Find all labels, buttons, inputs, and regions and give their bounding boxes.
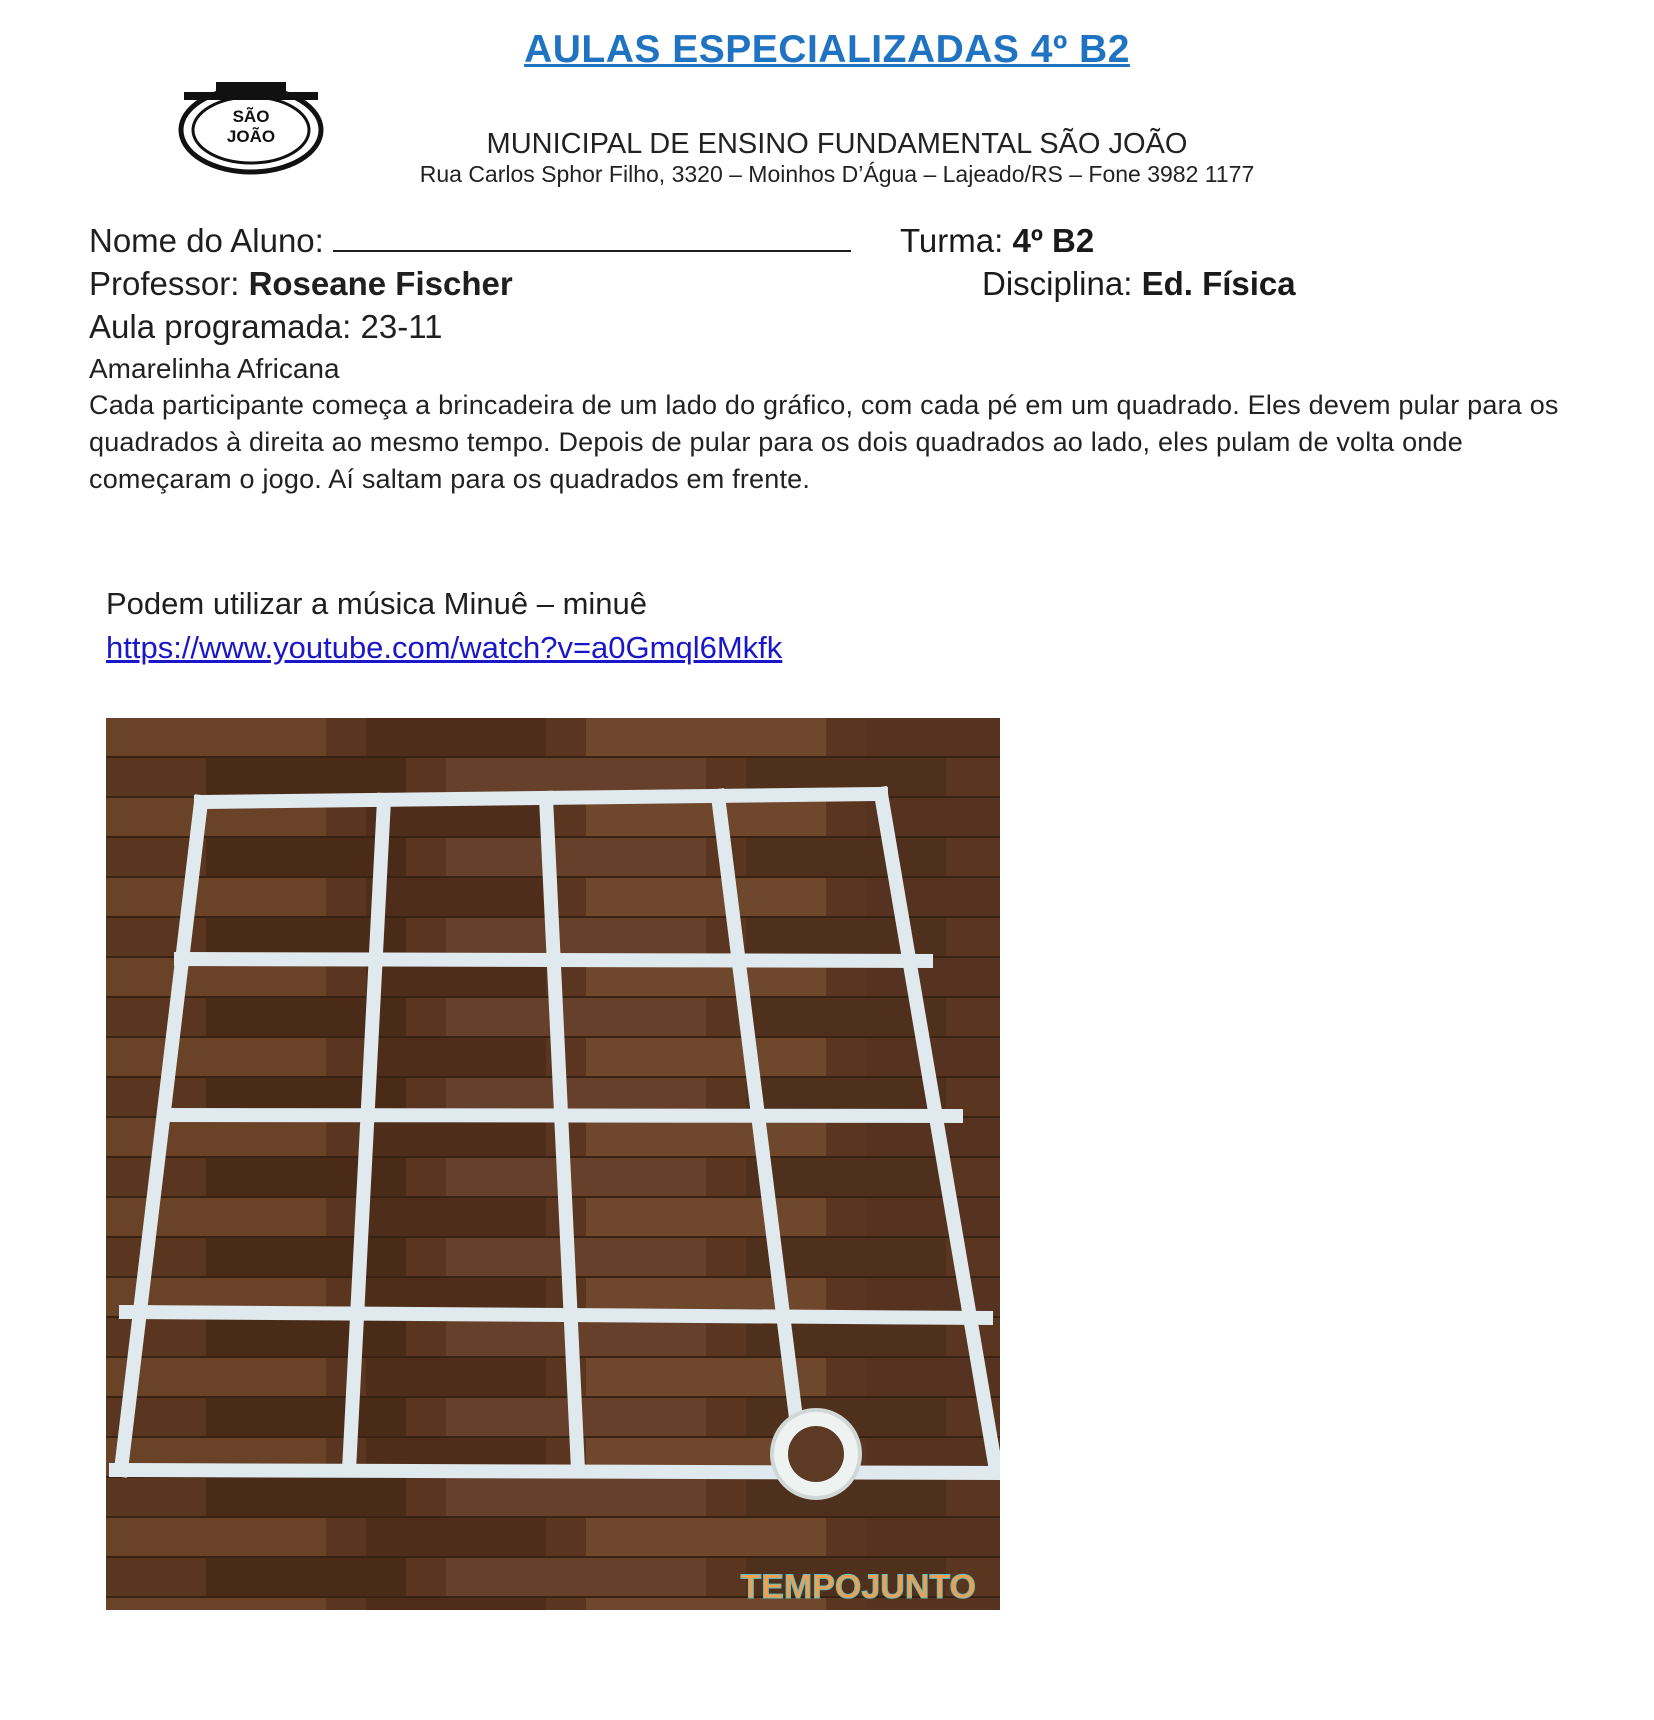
teacher-value: Roseane Fischer xyxy=(248,265,513,302)
lesson-label: Aula programada: xyxy=(89,308,352,345)
hopscotch-grid-photo xyxy=(106,718,1000,1610)
school-name: MUNICIPAL DE ENSINO FUNDAMENTAL SÃO JOÃO xyxy=(486,128,1188,160)
photo-watermark: TEMPOJUNTO xyxy=(740,1568,976,1606)
class-label: Turma: xyxy=(900,222,1004,259)
youtube-link[interactable]: https://www.youtube.com/watch?v=a0Gmql6Mkfk xyxy=(106,630,783,665)
teacher-row xyxy=(89,265,513,303)
class-value: 4º B2 xyxy=(1012,222,1095,259)
class-field xyxy=(900,222,1094,260)
student-name-row xyxy=(89,222,851,260)
activity-title: Amarelinha Africana xyxy=(89,353,340,384)
music-suggestion: Podem utilizar a música Minuê – minuê xyxy=(106,586,648,621)
student-name-label: Nome do Aluno: xyxy=(89,222,324,259)
lesson-value: 23-11 xyxy=(360,308,443,345)
teacher-label: Professor: xyxy=(89,265,240,302)
school-address: Rua Carlos Sphor Filho, 3320 – Moinhos D’Água – Lajeado/RS – Fone 3982 1177 xyxy=(419,161,1255,187)
seal-text-bottom: JOÃO xyxy=(226,127,276,146)
seal-text-top: SÃO xyxy=(232,107,270,126)
student-name-blank[interactable] xyxy=(333,226,851,252)
lesson-row xyxy=(89,308,442,346)
subject-value: Ed. Física xyxy=(1141,265,1296,302)
subject-field xyxy=(982,265,1296,303)
subject-label: Disciplina: xyxy=(982,265,1133,302)
activity-description: Cada participante começa a brincadeira de um lado do gráfico, com cada pé em um quadrado. Eles devem pular para os quadrados à direita ao mesmo tempo. Depois de pular para os dois quadrados ao lado, eles pulam de volta onde começaram o jogo. Aí saltam para os quadrados em frente. xyxy=(89,390,1559,494)
page-title: AULAS ESPECIALIZADAS 4º B2 xyxy=(524,28,1130,71)
